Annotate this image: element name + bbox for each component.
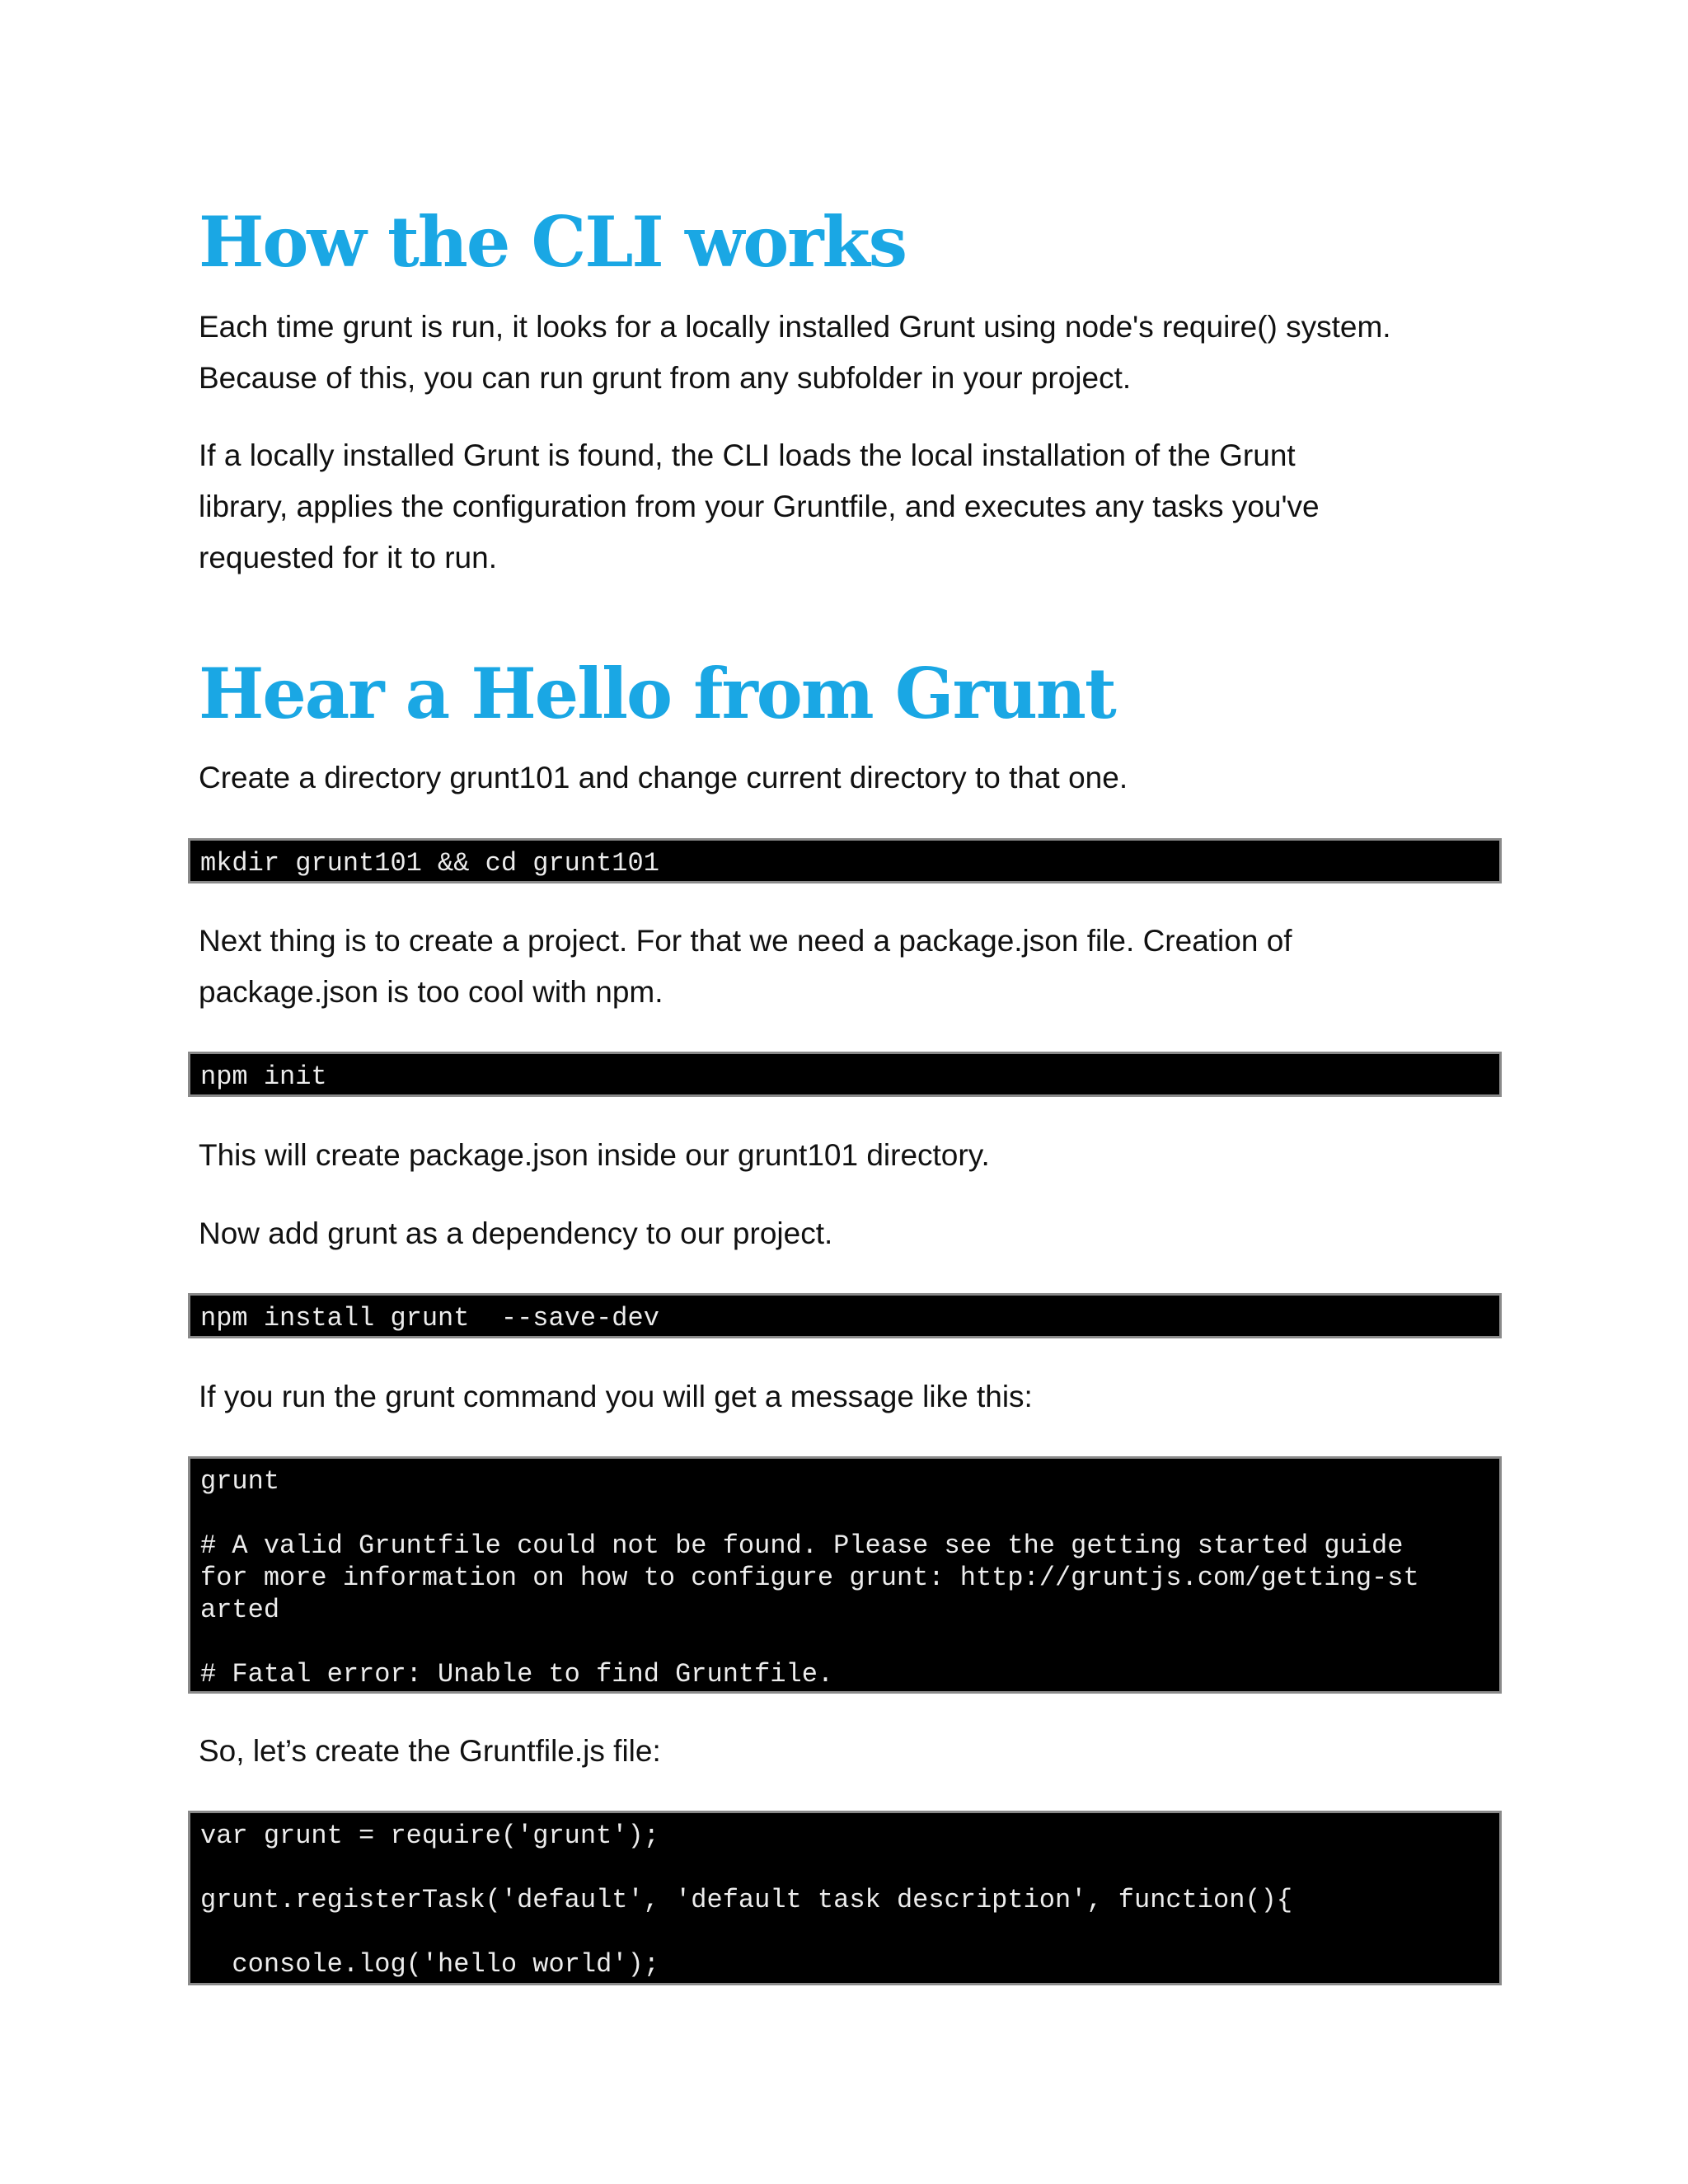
heading-how-cli-works: How the CLI works bbox=[199, 201, 907, 283]
paragraph-cli-line2: Because of this, you can run grunt from any subfolder in your project. bbox=[199, 361, 1132, 395]
paragraph-project-line1: Next thing is to create a project. For that we need a package.json file. Creation of bbox=[199, 924, 1292, 958]
code-block-npm-init: npm init bbox=[188, 1052, 1502, 1097]
code-block-npm-install: npm install grunt --save-dev bbox=[188, 1293, 1502, 1338]
code-block-grunt-error: grunt # A valid Gruntfile could not be found. Please see the getting started guide for more information on how to configure grunt: http://gruntjs.com/getting-st arted # Fatal error: Unable to find Gruntfile. bbox=[188, 1456, 1502, 1694]
paragraph-add-dependency: Now add grunt as a dependency to our project. bbox=[199, 1216, 833, 1250]
code-block-gruntfile: var grunt = require('grunt'); grunt.registerTask('default', 'default task description', function(){ console.log('hello world'); bbox=[188, 1811, 1502, 1985]
code-block-mkdir: mkdir grunt101 && cd grunt101 bbox=[188, 838, 1502, 883]
paragraph-create-package: This will create package.json inside our grunt101 directory. bbox=[199, 1138, 990, 1172]
paragraph-cli-line1: Each time grunt is run, it looks for a locally installed Grunt using node's require() system. bbox=[199, 310, 1391, 344]
paragraph-local-grunt-line1: If a locally installed Grunt is found, the CLI loads the local installation of the Grunt bbox=[199, 438, 1296, 472]
paragraph-run-grunt: If you run the grunt command you will get a message like this: bbox=[199, 1380, 1033, 1413]
paragraph-local-grunt-line3: requested for it to run. bbox=[199, 541, 497, 574]
paragraph-create-directory: Create a directory grunt101 and change current directory to that one. bbox=[199, 761, 1128, 794]
paragraph-project-line2: package.json is too cool with npm. bbox=[199, 975, 663, 1009]
paragraph-create-gruntfile: So, let’s create the Gruntfile.js file: bbox=[199, 1734, 661, 1768]
heading-hear-hello: Hear a Hello from Grunt bbox=[199, 653, 1115, 734]
paragraph-local-grunt-line2: library, applies the configuration from your Gruntfile, and executes any tasks you've bbox=[199, 490, 1320, 523]
